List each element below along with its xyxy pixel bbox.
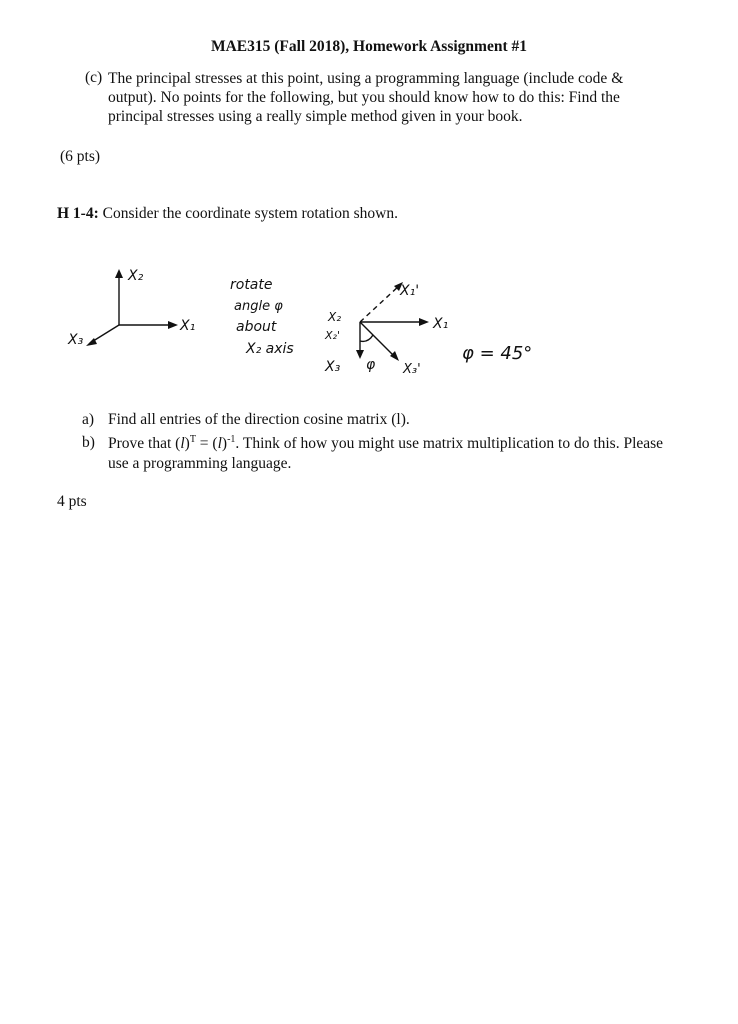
note-line-4: X₂ axis: [246, 341, 294, 357]
rotation-figure: [60, 255, 580, 405]
axis-x2-arrowhead: [115, 269, 123, 278]
part-b-mid2: = (: [195, 435, 218, 452]
label-x3-prime: X₃': [403, 362, 421, 377]
phi-equation: φ = 45°: [462, 343, 533, 364]
label-x1: X₁: [180, 318, 196, 334]
note-line-2: angle φ: [234, 299, 283, 314]
part-b-sup-inv: -1: [227, 433, 236, 445]
part-c-label: (c): [85, 69, 103, 86]
label-x2: X₂: [128, 268, 144, 284]
problem-text: Consider the coordinate system rotation shown.: [102, 205, 398, 222]
part-b-l2: l: [217, 435, 222, 452]
label-phi: φ: [366, 357, 376, 373]
label-x2-rot: X₂: [328, 310, 342, 324]
phi-angle-arc: [360, 335, 373, 341]
part-b-mid3: ): [221, 435, 228, 452]
page-title: MAE315 (Fall 2018), Homework Assignment #1: [210, 38, 527, 55]
note-line-1: rotate: [230, 277, 273, 293]
problem-heading: [57, 205, 398, 223]
part-b-l1: l: [180, 435, 185, 452]
part-a-text: Find all entries of the direction cosine matrix (l).: [108, 411, 410, 428]
note-line-3: about: [236, 319, 277, 335]
rot-x3p-line: [360, 322, 396, 358]
rot-x1-arrowhead: [419, 318, 429, 326]
points-h: 4 pts: [57, 493, 87, 510]
rot-x3-arrowhead: [356, 350, 364, 359]
part-a-label: a): [82, 411, 95, 428]
part-b-sup-t: T: [189, 433, 196, 445]
part-b-label: b): [82, 434, 95, 451]
part-b-mid1: ): [184, 435, 190, 452]
label-x2-prime: X₂': [325, 329, 340, 342]
label-x3-rot: X₃: [325, 359, 341, 375]
axis-x1-arrowhead: [168, 321, 178, 329]
part-b-text: [108, 434, 668, 474]
points-c: (6 pts): [60, 148, 101, 165]
part-b-suffix: . Think of how you might use matrix multiplication to do this. Please use a programming language.: [108, 435, 664, 472]
label-x3: X₃: [68, 332, 84, 348]
label-x1-rot: X₁: [433, 316, 449, 332]
label-x1-prime: X₁': [400, 283, 420, 299]
part-c-text: The principal stresses at this point, using a programming language (include code & output). No points for the following, but you should know how to do this: Find the principal stresses using a really simple method given in your book.: [108, 70, 624, 125]
problem-label: H 1-4:: [57, 205, 99, 222]
part-b-prefix: Prove that (: [108, 435, 181, 452]
rot-x1p-line: [360, 285, 400, 322]
